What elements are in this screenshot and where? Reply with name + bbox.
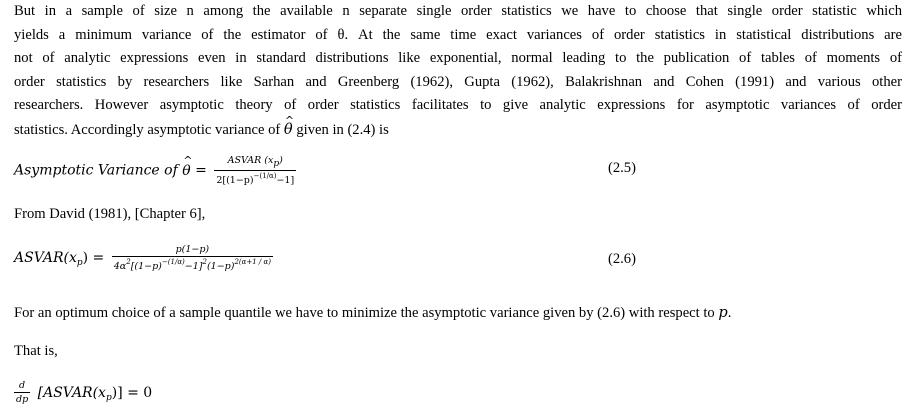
eq-lhs: Asymptotic Variance of (14, 162, 178, 179)
paragraph-line: not of analytic expressions even in standard distributions like exponential, normal leading to the publication of tables of moments of (14, 50, 902, 66)
fraction-numerator: ASVAR (xp) (227, 155, 283, 169)
derivative-equation (14, 380, 152, 405)
equation-number-2-6: (2.6) (608, 251, 636, 267)
paragraph-line: order statistics by researchers like Sarhan and Greenberg (1962), Gupta (1962), Balakrishnan and Cohen (1991) and various other (14, 73, 902, 90)
equals-sign: = (195, 162, 207, 179)
eq-fraction (112, 244, 273, 272)
optimum-choice-line: For an optimum choice of a sample quantile we have to minimize the asymptotic variance given by (2.6) with respect to p. (14, 304, 732, 321)
paragraph-line: But in a sample of size n among the available n separate single order statistics we have to choose that single order statistic which (14, 3, 902, 19)
variable-p: p (718, 304, 728, 321)
line-prefix: statistics. Accordingly asymptotic variance of (14, 121, 281, 138)
theta-hat-symbol: ^ θ (284, 118, 293, 142)
derivative-operator: $\frac{d}{dp}$ (16, 380, 29, 405)
paragraph-line (14, 118, 902, 143)
eq-fraction (214, 155, 296, 186)
eq-lhs: $ASVAR(x_p)$ = (14, 250, 105, 268)
derivative-body: $[ASVAR(x_p)] = 0$ (37, 384, 153, 403)
theta-hat-symbol: ^ θ (182, 163, 190, 179)
line-suffix: given in (2.4) is (296, 121, 389, 138)
fraction-numerator: p(1−p) (175, 244, 210, 255)
fraction-denominator: $2[(1-p)^{-(1/\alpha)}-1]$ (216, 172, 295, 186)
from-david-line: From David (1981), [Chapter 6], (14, 206, 206, 222)
paragraph-line: yields a minimum variance of the estimator of θ. At the same time exact variances of order statistics in statistical distributions are (14, 26, 902, 43)
equation-2-5 (14, 155, 299, 186)
that-is-line: That is, (14, 343, 58, 359)
intro-paragraph (14, 0, 902, 142)
fraction-denominator: $4\alpha^2[(1-p)^{-(1/\alpha)}-1]^2(1-p)^{2(\alpha+1 / \alpha)}$ (113, 258, 271, 272)
paragraph-line: researchers. However asymptotic theory of order statistics facilitates to give analytic expressions for asymptotic variances of order (14, 97, 902, 113)
equation-2-6 (14, 244, 276, 272)
equation-number-2-5: (2.5) (608, 160, 636, 176)
